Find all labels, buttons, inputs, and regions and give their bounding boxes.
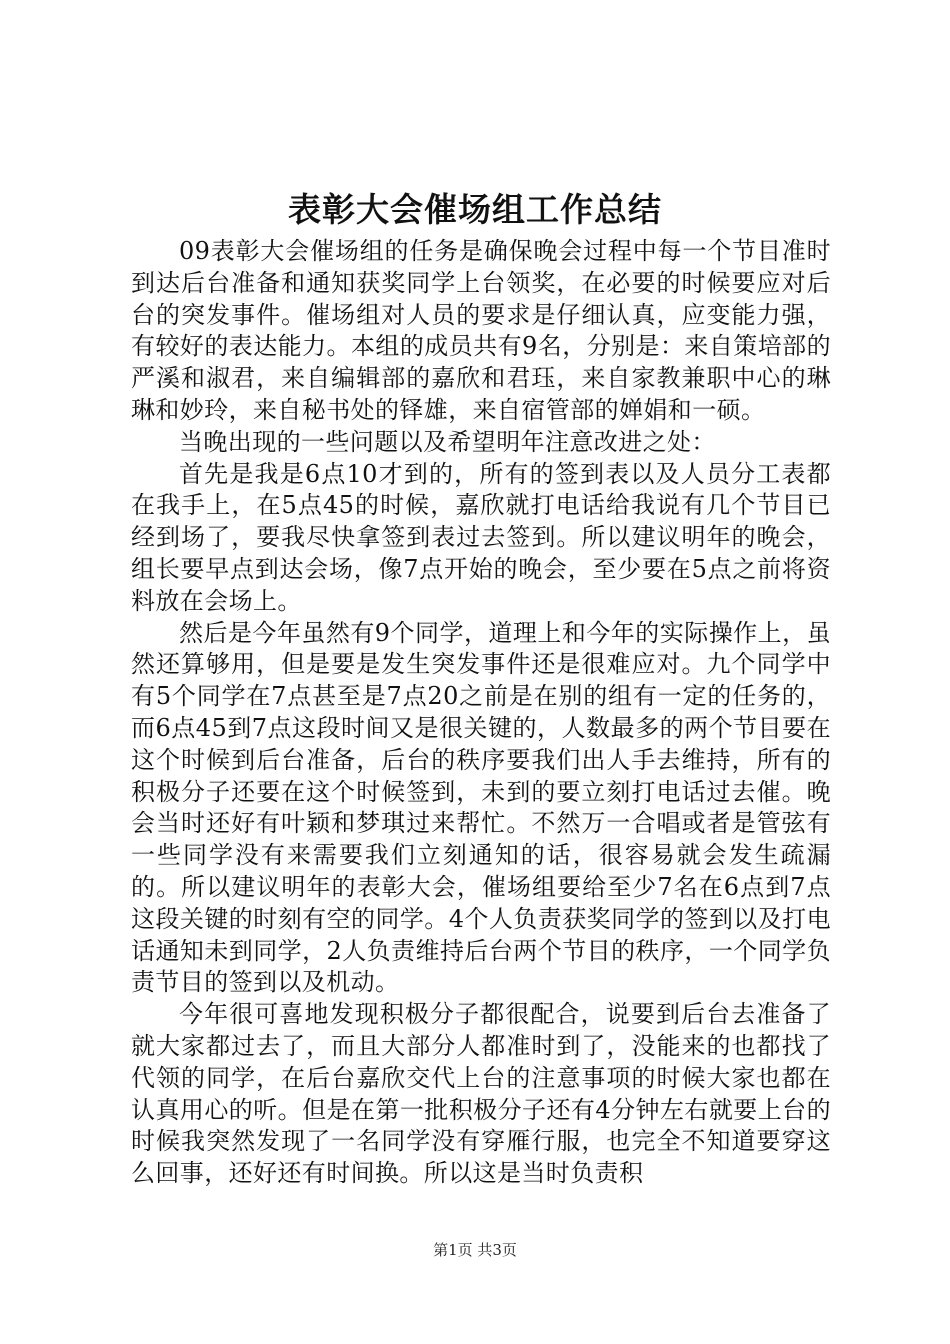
page-footer: 第1页 共3页	[433, 1241, 517, 1259]
document-title: 表彰大会催场组工作总结	[288, 190, 662, 229]
paragraph-intro: 09表彰大会催场组的任务是确保晚会过程中每一个节目准时到达后台准备和通知获奖同学上台领奖，在必要的时候要应对后台的突发事件。催场组对人员的要求是仔细认真，应变能力强，有较好的表达能力。本组的成员共有9名，分别是：来自策培部的严溪和淑君，来自编辑部的嘉欣和君珏，来自家教兼职中心的琳琳和妙玲，来自秘书处的铎雄，来自宿管部的婵娟和一硕。	[131, 237, 831, 424]
paragraph-first-issue: 首先是我是6点10才到的，所有的签到表以及人员分工表都在我手上，在5点45的时候，嘉欣就打电话给我说有几个节目已经到场了，要我尽快拿签到表过去签到。所以建议明年的晚会，组长要早点到达会场，像7点开始的晚会，至少要在5点之前将资料放在会场上。	[131, 459, 831, 615]
paragraph-second-issue: 然后是今年虽然有9个同学，道理上和今年的实际操作上，虽然还算够用，但是要是发生突发事件还是很难应对。九个同学中有5个同学在7点甚至是7点20之前是在别的组有一定的任务的，而6点45到7点这段时间又是很关键的，人数最多的两个节目要在这个时候到后台准备，后台的秩序要我们出人手去维持，所有的积极分子还要在这个时候签到，未到的要立刻打电话过去催。晚会当时还好有叶颖和梦琪过来帮忙。不然万一合唱或者是管弦有一些同学没有来需要我们立刻通知的话，很容易就会发生疏漏的。所以建议明年的表彰大会，催场组要给至少7名在6点到7点这段关键的时刻有空的同学。4个人负责获奖同学的签到以及打电话通知未到同学，2人负责维持后台两个节目的秩序，一个同学负责节目的签到以及机动。	[131, 618, 831, 997]
paragraph-issues-heading: 当晚出现的一些问题以及希望明年注意改进之处：	[179, 427, 716, 456]
document-body	[131, 236, 831, 1190]
paragraph-third-issue: 今年很可喜地发现积极分子都很配合，说要到后台去准备了就大家都过去了，而且大部分人都准时到了，没能来的也都找了代领的同学，在后台嘉欣交代上台的注意事项的时候大家也都在认真用心的听。但是在第一批积极分子还有4分钟左右就要上台的时候我突然发现了一名同学没有穿雁行服，也完全不知道要穿这么回事，还好还有时间换。所以这是当时负责积	[131, 1000, 831, 1188]
